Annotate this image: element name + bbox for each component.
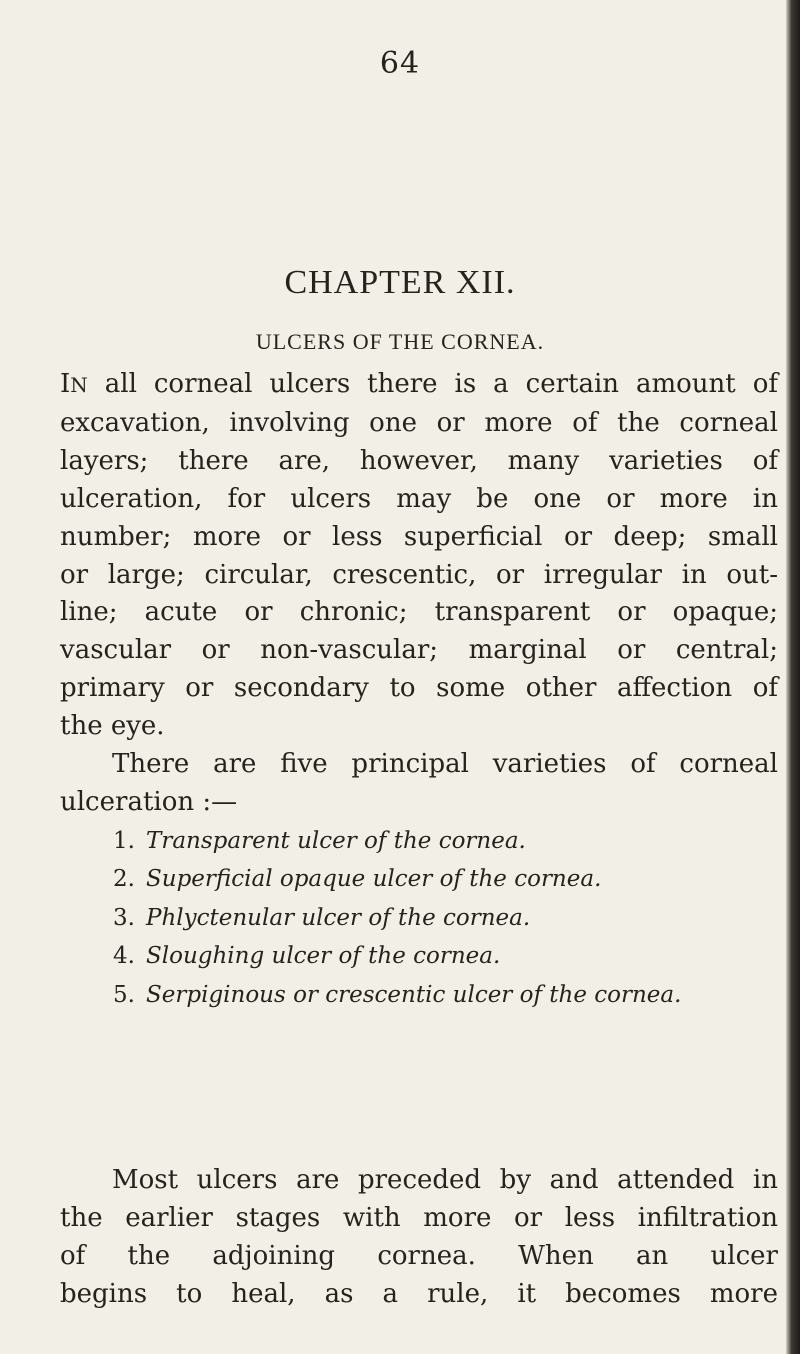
list-number: 3. bbox=[113, 904, 135, 931]
paragraph-3 bbox=[60, 1162, 778, 1314]
paragraph-line: or large; circular, crescentic, or irregular in out- bbox=[60, 559, 778, 590]
list-number: 2. bbox=[113, 866, 135, 893]
paragraph-line: begins to heal, as a rule, it becomes more bbox=[60, 1278, 778, 1309]
paragraph-line-text: all corneal ulcers there is a certain amount of bbox=[87, 369, 778, 399]
paragraph-line: the eye. bbox=[60, 711, 165, 742]
list-text: Transparent ulcer of the cornea. bbox=[146, 828, 526, 854]
ulcer-varieties-list bbox=[113, 822, 778, 1014]
list-number: 5. bbox=[113, 981, 135, 1008]
dropcap-letter: I bbox=[60, 369, 71, 399]
paragraph-1 bbox=[60, 366, 778, 746]
paragraph-line: ulceration, for ulcers may be one or more in bbox=[60, 483, 778, 514]
page-number: 64 bbox=[379, 46, 421, 81]
list-item bbox=[113, 822, 778, 860]
page-edge-shadow bbox=[786, 0, 800, 1354]
list-item bbox=[113, 860, 778, 898]
list-item bbox=[113, 899, 778, 937]
list-number: 1. bbox=[113, 828, 135, 854]
small-caps-letter: N bbox=[70, 373, 88, 397]
list-text: Sloughing ulcer of the cornea. bbox=[146, 943, 501, 970]
chapter-subtitle: ULCERS OF THE CORNEA. bbox=[255, 329, 545, 354]
chapter-title: CHAPTER XII. bbox=[284, 264, 516, 301]
list-number: 4. bbox=[113, 943, 135, 970]
paragraph-2 bbox=[60, 746, 778, 822]
paragraph-line: ulceration :— bbox=[60, 786, 238, 817]
paragraph-line: There are five principal varieties of corneal bbox=[112, 749, 778, 779]
paragraph-line: layers; there are, however, many varieties of bbox=[60, 445, 778, 476]
list-item bbox=[113, 937, 778, 975]
paragraph-line: the earlier stages with more or less infiltration bbox=[60, 1202, 778, 1233]
paragraph-line: Most ulcers are preceded by and attended in bbox=[112, 1165, 778, 1195]
list-text: Phlyctenular ulcer of the cornea. bbox=[146, 904, 531, 931]
list-item bbox=[113, 976, 778, 1014]
paragraph-line: line; acute or chronic; transparent or opaque; bbox=[60, 597, 778, 628]
paragraph-line: primary or secondary to some other affection of bbox=[60, 673, 778, 704]
paragraph-line: excavation, involving one or more of the corneal bbox=[60, 407, 778, 438]
list-text: Superficial opaque ulcer of the cornea. bbox=[146, 866, 602, 893]
paragraph-line: number; more or less superficial or deep; small bbox=[60, 521, 778, 552]
paragraph-line bbox=[60, 366, 778, 405]
paragraph-line: of the adjoining cornea. When an ulcer bbox=[60, 1240, 778, 1271]
list-text: Serpiginous or crescentic ulcer of the cornea. bbox=[146, 981, 682, 1008]
paragraph-line: vascular or non-vascular; marginal or central; bbox=[60, 635, 778, 666]
